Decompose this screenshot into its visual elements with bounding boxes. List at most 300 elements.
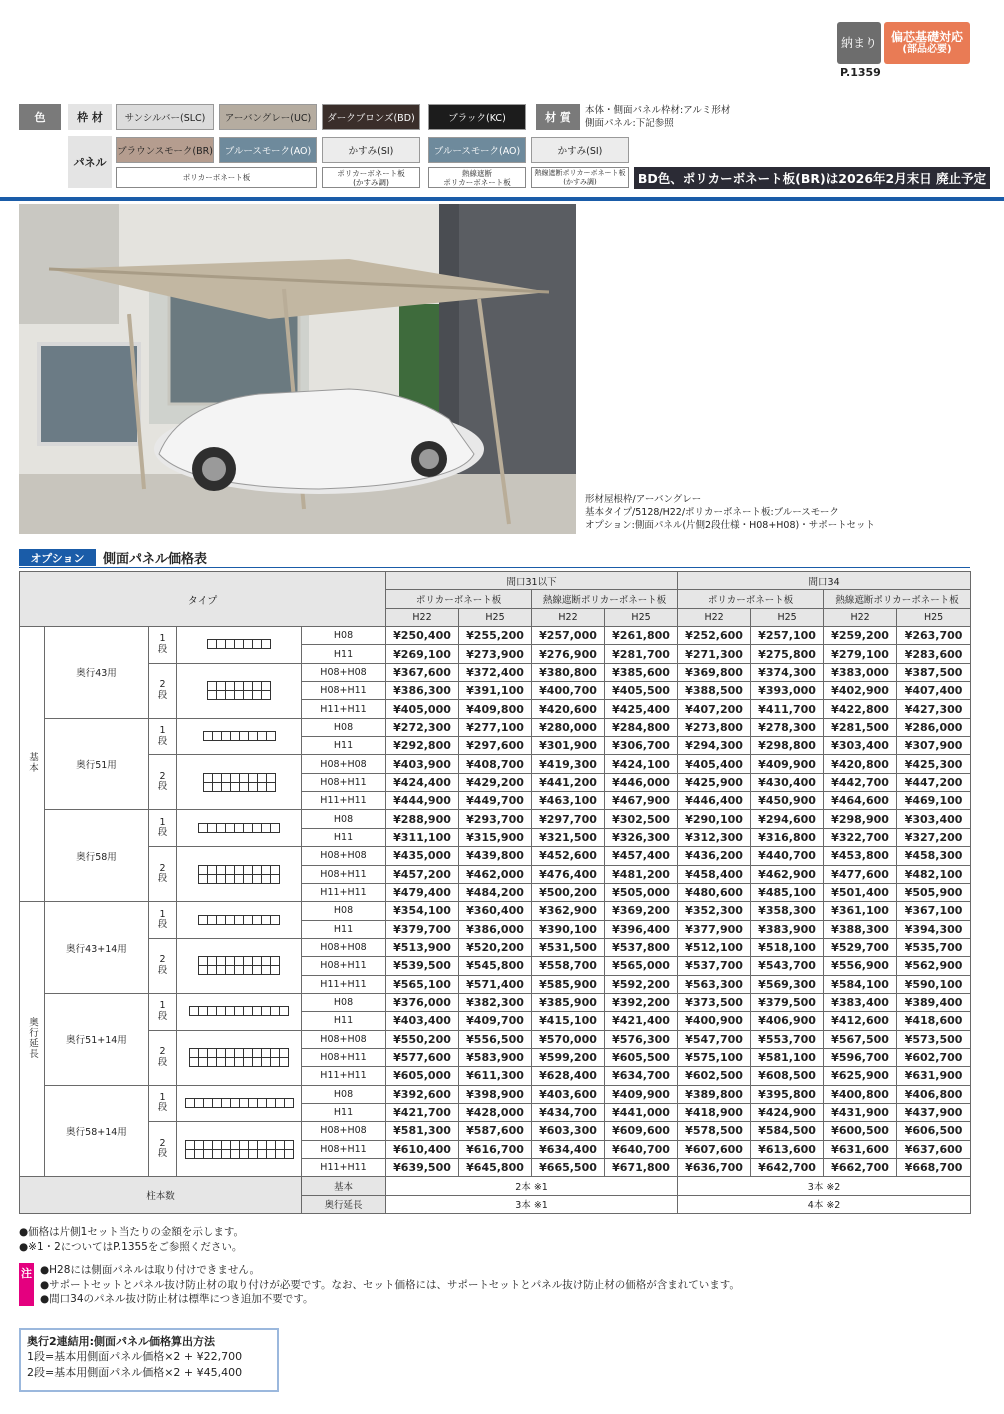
price-cell: ¥569,300 — [751, 975, 824, 993]
panel-note-poly: ポリカーボネート板 — [116, 167, 317, 188]
price-cell: ¥434,700 — [532, 1103, 605, 1121]
price-cell: ¥385,900 — [532, 993, 605, 1011]
panel-grid-icon — [207, 639, 271, 649]
size-label: H11+H11 — [302, 883, 386, 901]
h22-header: H22 — [532, 608, 605, 626]
price-cell: ¥446,000 — [605, 773, 678, 791]
price-cell: ¥562,900 — [897, 957, 971, 975]
price-cell: ¥425,900 — [678, 773, 751, 791]
price-cell: ¥354,100 — [386, 902, 459, 920]
price-cell: ¥480,600 — [678, 883, 751, 901]
price-cell: ¥440,700 — [751, 847, 824, 865]
table-row — [20, 810, 971, 828]
price-cell: ¥520,200 — [459, 938, 532, 956]
price-cell: ¥297,600 — [459, 737, 532, 755]
price-cell: ¥255,200 — [459, 627, 532, 645]
price-cell: ¥403,900 — [386, 755, 459, 773]
price-cell: ¥458,400 — [678, 865, 751, 883]
price-cell: ¥431,900 — [824, 1103, 897, 1121]
price-cell: ¥392,200 — [605, 993, 678, 1011]
price-cell: ¥302,500 — [605, 810, 678, 828]
panel-chip-si: かすみ(SI) — [322, 137, 420, 163]
price-cell: ¥671,800 — [605, 1159, 678, 1177]
price-cell: ¥406,900 — [751, 1012, 824, 1030]
price-cell: ¥284,800 — [605, 718, 678, 736]
size-label: H11 — [302, 828, 386, 846]
frame-label: 枠 材 — [68, 104, 112, 130]
size-label: H08 — [302, 1085, 386, 1103]
price-cell: ¥581,100 — [751, 1048, 824, 1066]
posts-basic-31: 2本 ※1 — [386, 1177, 678, 1195]
dan-label: 1 段 — [149, 810, 177, 847]
price-cell: ¥463,100 — [532, 792, 605, 810]
price-cell: ¥556,900 — [824, 957, 897, 975]
size-label: H08+H08 — [302, 1030, 386, 1048]
price-cell: ¥286,000 — [897, 718, 971, 736]
price-cell: ¥327,200 — [897, 828, 971, 846]
panel-grid-icon — [203, 773, 276, 792]
price-cell: ¥294,600 — [751, 810, 824, 828]
panel-grid-icon — [189, 1048, 289, 1067]
size-label: H08 — [302, 627, 386, 645]
footnote-2: ●※1・2についてはP.1355をご参照ください。 — [19, 1241, 243, 1253]
price-cell: ¥403,400 — [386, 1012, 459, 1030]
price-cell: ¥609,600 — [605, 1122, 678, 1140]
price-cell: ¥301,900 — [532, 737, 605, 755]
price-cell: ¥389,800 — [678, 1085, 751, 1103]
price-cell: ¥464,600 — [824, 792, 897, 810]
panel-grid-icon — [198, 823, 280, 833]
size-label: H08+H11 — [302, 773, 386, 791]
price-cell: ¥408,700 — [459, 755, 532, 773]
price-cell: ¥412,600 — [824, 1012, 897, 1030]
price-cell: ¥537,700 — [678, 957, 751, 975]
panel-grid-icon — [203, 731, 276, 741]
price-cell: ¥321,500 — [532, 828, 605, 846]
price-cell: ¥581,300 — [386, 1122, 459, 1140]
dan-label: 2 段 — [149, 663, 177, 718]
price-cell: ¥269,100 — [386, 645, 459, 663]
dan-label: 2 段 — [149, 755, 177, 810]
price-cell: ¥625,900 — [824, 1067, 897, 1085]
price-cell: ¥529,700 — [824, 938, 897, 956]
width34-header: 間口34 — [678, 572, 971, 590]
price-cell: ¥477,600 — [824, 865, 897, 883]
table-row — [20, 902, 971, 920]
price-cell: ¥567,500 — [824, 1030, 897, 1048]
size-label: H08+H08 — [302, 663, 386, 681]
size-label: H11+H11 — [302, 792, 386, 810]
page-reference: P.1359 — [840, 66, 881, 79]
price-cell: ¥576,300 — [605, 1030, 678, 1048]
price-cell: ¥396,400 — [605, 920, 678, 938]
panel-diagram — [177, 1122, 302, 1177]
poly-header-34: ポリカーボネート板 — [678, 590, 824, 608]
price-cell: ¥298,900 — [824, 810, 897, 828]
price-cell: ¥550,200 — [386, 1030, 459, 1048]
price-cell: ¥391,100 — [459, 682, 532, 700]
price-cell: ¥605,000 — [386, 1067, 459, 1085]
price-cell: ¥437,900 — [897, 1103, 971, 1121]
price-cell: ¥543,700 — [751, 957, 824, 975]
price-cell: ¥578,500 — [678, 1122, 751, 1140]
price-cell: ¥444,900 — [386, 792, 459, 810]
size-label: H08 — [302, 810, 386, 828]
price-cell: ¥411,700 — [751, 700, 824, 718]
dan-label: 2 段 — [149, 847, 177, 902]
price-cell: ¥592,200 — [605, 975, 678, 993]
dan-label: 2 段 — [149, 1030, 177, 1085]
size-label: H11+H11 — [302, 975, 386, 993]
price-cell: ¥458,300 — [897, 847, 971, 865]
price-cell: ¥421,700 — [386, 1103, 459, 1121]
price-cell: ¥427,300 — [897, 700, 971, 718]
price-cell: ¥367,600 — [386, 663, 459, 681]
posts-ext-31: 3本 ※1 — [386, 1195, 678, 1213]
dan-label: 1 段 — [149, 627, 177, 664]
price-cell: ¥457,200 — [386, 865, 459, 883]
price-cell: ¥298,800 — [751, 737, 824, 755]
price-cell: ¥400,700 — [532, 682, 605, 700]
price-cell: ¥553,700 — [751, 1030, 824, 1048]
dan-label: 1 段 — [149, 1085, 177, 1122]
price-cell: ¥409,900 — [751, 755, 824, 773]
panel-chip-ao: ブルースモーク(AO) — [219, 137, 317, 163]
price-cell: ¥407,200 — [678, 700, 751, 718]
price-cell: ¥505,900 — [897, 883, 971, 901]
size-label: H11 — [302, 645, 386, 663]
price-cell: ¥424,900 — [751, 1103, 824, 1121]
price-cell: ¥280,000 — [532, 718, 605, 736]
price-cell: ¥283,600 — [897, 645, 971, 663]
panel-diagram — [177, 755, 302, 810]
price-cell: ¥383,900 — [751, 920, 824, 938]
price-cell: ¥315,900 — [459, 828, 532, 846]
price-cell: ¥421,400 — [605, 1012, 678, 1030]
price-cell: ¥424,400 — [386, 773, 459, 791]
price-cell: ¥386,300 — [386, 682, 459, 700]
price-cell: ¥505,000 — [605, 883, 678, 901]
price-cell: ¥439,800 — [459, 847, 532, 865]
price-cell: ¥636,700 — [678, 1159, 751, 1177]
material-text: 本体・側面パネル枠材:アルミ形材 側面パネル:下記参照 — [585, 105, 731, 129]
price-cell: ¥606,500 — [897, 1122, 971, 1140]
price-cell: ¥575,100 — [678, 1048, 751, 1066]
table-row — [20, 847, 971, 865]
price-cell: ¥406,800 — [897, 1085, 971, 1103]
price-cell: ¥361,100 — [824, 902, 897, 920]
price-cell: ¥257,100 — [751, 627, 824, 645]
panel-diagram — [177, 663, 302, 718]
price-cell: ¥518,100 — [751, 938, 824, 956]
price-cell: ¥393,000 — [751, 682, 824, 700]
panel-grid-icon — [198, 915, 280, 925]
table-row — [20, 663, 971, 681]
price-cell: ¥312,300 — [678, 828, 751, 846]
price-cell: ¥389,400 — [897, 993, 971, 1011]
price-cell: ¥311,100 — [386, 828, 459, 846]
price-cell: ¥387,500 — [897, 663, 971, 681]
product-photo — [19, 204, 576, 534]
price-cell: ¥428,000 — [459, 1103, 532, 1121]
section-divider — [0, 197, 1004, 201]
dan-label: 2 段 — [149, 938, 177, 993]
dan-label: 2 段 — [149, 1122, 177, 1177]
price-cell: ¥409,900 — [605, 1085, 678, 1103]
price-cell: ¥292,800 — [386, 737, 459, 755]
price-cell: ¥616,700 — [459, 1140, 532, 1158]
price-cell: ¥367,100 — [897, 902, 971, 920]
price-cell: ¥640,700 — [605, 1140, 678, 1158]
size-label: H08+H11 — [302, 865, 386, 883]
price-cell: ¥628,400 — [532, 1067, 605, 1085]
frame-chip-slc: サンシルバー(SLC) — [116, 104, 214, 130]
price-cell: ¥369,200 — [605, 902, 678, 920]
price-cell: ¥481,200 — [605, 865, 678, 883]
panel-diagram — [177, 902, 302, 939]
size-label: H08 — [302, 993, 386, 1011]
price-cell: ¥383,000 — [824, 663, 897, 681]
table-row — [20, 1030, 971, 1048]
posts-ext-label: 奥行延長 — [302, 1195, 386, 1213]
price-cell: ¥276,900 — [532, 645, 605, 663]
price-cell: ¥376,000 — [386, 993, 459, 1011]
price-cell: ¥441,200 — [532, 773, 605, 791]
price-cell: ¥402,900 — [824, 682, 897, 700]
panel-diagram — [177, 810, 302, 847]
price-cell: ¥307,900 — [897, 737, 971, 755]
price-cell: ¥450,900 — [751, 792, 824, 810]
price-cell: ¥322,700 — [824, 828, 897, 846]
price-cell: ¥385,600 — [605, 663, 678, 681]
price-cell: ¥379,700 — [386, 920, 459, 938]
size-label: H08+H11 — [302, 1140, 386, 1158]
price-cell: ¥388,500 — [678, 682, 751, 700]
material-label: 材 質 — [536, 104, 580, 130]
price-cell: ¥602,500 — [678, 1067, 751, 1085]
price-cell: ¥293,700 — [459, 810, 532, 828]
depth-label: 奥行43+14用 — [45, 902, 149, 994]
price-cell: ¥252,600 — [678, 627, 751, 645]
price-cell: ¥430,400 — [751, 773, 824, 791]
posts-basic-34: 3本 ※2 — [678, 1177, 971, 1195]
price-cell: ¥263,700 — [897, 627, 971, 645]
posts-label: 柱本数 — [20, 1177, 302, 1214]
badge-offset-foundation: 偏芯基礎対応 (部品必要) — [884, 22, 970, 64]
price-cell: ¥297,700 — [532, 810, 605, 828]
panel-chip-si-heat: かすみ(SI) — [531, 137, 629, 163]
type-header: タイプ — [20, 572, 386, 627]
table-row — [20, 1122, 971, 1140]
price-cell: ¥420,800 — [824, 755, 897, 773]
price-cell: ¥668,700 — [897, 1159, 971, 1177]
depth-label: 奥行58用 — [45, 810, 149, 902]
price-cell: ¥425,400 — [605, 700, 678, 718]
table-row — [20, 938, 971, 956]
price-cell: ¥392,600 — [386, 1085, 459, 1103]
option-tag: オプション — [19, 549, 96, 566]
price-cell: ¥374,300 — [751, 663, 824, 681]
depth-label: 奥行43用 — [45, 627, 149, 719]
price-cell: ¥303,400 — [897, 810, 971, 828]
price-cell: ¥611,300 — [459, 1067, 532, 1085]
price-cell: ¥398,900 — [459, 1085, 532, 1103]
price-cell: ¥303,400 — [824, 737, 897, 755]
price-cell: ¥457,400 — [605, 847, 678, 865]
price-cell: ¥583,900 — [459, 1048, 532, 1066]
price-cell: ¥596,700 — [824, 1048, 897, 1066]
price-cell: ¥545,800 — [459, 957, 532, 975]
price-cell: ¥535,700 — [897, 938, 971, 956]
posts-ext-34: 4本 ※2 — [678, 1195, 971, 1213]
h25-header: H25 — [897, 608, 971, 626]
price-cell: ¥403,600 — [532, 1085, 605, 1103]
price-cell: ¥608,500 — [751, 1067, 824, 1085]
size-label: H11 — [302, 920, 386, 938]
price-cell: ¥585,900 — [532, 975, 605, 993]
group-label: 基本 — [20, 627, 45, 902]
table-row — [20, 993, 971, 1011]
price-cell: ¥435,000 — [386, 847, 459, 865]
price-cell: ¥634,700 — [605, 1067, 678, 1085]
color-label: 色 — [19, 104, 61, 130]
price-cell: ¥547,700 — [678, 1030, 751, 1048]
price-cell: ¥537,800 — [605, 938, 678, 956]
price-cell: ¥281,700 — [605, 645, 678, 663]
price-cell: ¥418,600 — [897, 1012, 971, 1030]
price-cell: ¥409,800 — [459, 700, 532, 718]
price-cell: ¥476,400 — [532, 865, 605, 883]
price-cell: ¥395,800 — [751, 1085, 824, 1103]
price-cell: ¥259,200 — [824, 627, 897, 645]
h25-header: H25 — [751, 608, 824, 626]
price-cell: ¥358,300 — [751, 902, 824, 920]
price-cell: ¥512,100 — [678, 938, 751, 956]
price-cell: ¥570,000 — [532, 1030, 605, 1048]
price-cell: ¥447,200 — [897, 773, 971, 791]
price-cell: ¥603,300 — [532, 1122, 605, 1140]
frame-chip-bd: ダークブロンズ(BD) — [322, 104, 420, 130]
price-cell: ¥407,400 — [897, 682, 971, 700]
badge-install: 納まり — [837, 22, 881, 64]
posts-row-basic — [20, 1177, 971, 1195]
price-cell: ¥369,800 — [678, 663, 751, 681]
footnote-1: ●価格は片側1セット当たりの金額を示します。 — [19, 1226, 245, 1238]
price-cell: ¥294,300 — [678, 737, 751, 755]
panel-grid-icon — [198, 865, 280, 884]
price-cell: ¥449,700 — [459, 792, 532, 810]
price-cell: ¥388,300 — [824, 920, 897, 938]
price-cell: ¥584,100 — [824, 975, 897, 993]
price-cell: ¥362,900 — [532, 902, 605, 920]
price-cell: ¥573,500 — [897, 1030, 971, 1048]
price-cell: ¥631,600 — [824, 1140, 897, 1158]
price-cell: ¥577,600 — [386, 1048, 459, 1066]
price-cell: ¥441,000 — [605, 1103, 678, 1121]
option-underline — [19, 567, 970, 568]
price-cell: ¥257,000 — [532, 627, 605, 645]
price-cell: ¥271,300 — [678, 645, 751, 663]
price-cell: ¥500,200 — [532, 883, 605, 901]
poly-header-31: ポリカーボネート板 — [386, 590, 532, 608]
price-cell: ¥425,300 — [897, 755, 971, 773]
price-cell: ¥281,500 — [824, 718, 897, 736]
size-label: H08 — [302, 718, 386, 736]
price-cell: ¥273,900 — [459, 645, 532, 663]
price-cell: ¥565,100 — [386, 975, 459, 993]
dan-label: 1 段 — [149, 902, 177, 939]
calc-method-box: 奥行2連結用:側面パネル価格算出方法 1段=基本用側面パネル価格×2 + ¥22,700 2段=基本用側面パネル価格×2 + ¥45,400 — [19, 1328, 279, 1392]
price-cell: ¥261,800 — [605, 627, 678, 645]
depth-label: 奥行51用 — [45, 718, 149, 810]
price-cell: ¥405,000 — [386, 700, 459, 718]
price-cell: ¥605,500 — [605, 1048, 678, 1066]
price-cell: ¥415,100 — [532, 1012, 605, 1030]
price-cell: ¥563,300 — [678, 975, 751, 993]
price-cell: ¥558,700 — [532, 957, 605, 975]
side-panel-price-table — [19, 571, 971, 1214]
size-label: H11 — [302, 1103, 386, 1121]
price-cell: ¥599,200 — [532, 1048, 605, 1066]
table-row — [20, 755, 971, 773]
price-cell: ¥539,500 — [386, 957, 459, 975]
price-cell: ¥352,300 — [678, 902, 751, 920]
price-cell: ¥662,700 — [824, 1159, 897, 1177]
caution-tag: 注 — [19, 1263, 34, 1306]
h22-header: H22 — [678, 608, 751, 626]
price-cell: ¥277,100 — [459, 718, 532, 736]
price-cell: ¥429,200 — [459, 773, 532, 791]
size-label: H08+H11 — [302, 957, 386, 975]
price-cell: ¥639,500 — [386, 1159, 459, 1177]
price-cell: ¥418,900 — [678, 1103, 751, 1121]
price-cell: ¥372,400 — [459, 663, 532, 681]
frame-chip-kc: ブラック(KC) — [428, 104, 526, 130]
price-cell: ¥479,400 — [386, 883, 459, 901]
h25-header: H25 — [459, 608, 532, 626]
option-title: 側面パネル価格表 — [103, 552, 208, 567]
size-label: H08+H08 — [302, 1122, 386, 1140]
price-cell: ¥373,500 — [678, 993, 751, 1011]
price-cell: ¥482,100 — [897, 865, 971, 883]
depth-label: 奥行58+14用 — [45, 1085, 149, 1177]
panel-chip-br: ブラウンスモーク(BR) — [116, 137, 214, 163]
price-cell: ¥400,900 — [678, 1012, 751, 1030]
price-cell: ¥306,700 — [605, 737, 678, 755]
price-cell: ¥453,800 — [824, 847, 897, 865]
price-cell: ¥419,300 — [532, 755, 605, 773]
price-cell: ¥436,200 — [678, 847, 751, 865]
price-cell: ¥634,400 — [532, 1140, 605, 1158]
size-label: H08+H11 — [302, 682, 386, 700]
price-cell: ¥571,400 — [459, 975, 532, 993]
table-row — [20, 1085, 971, 1103]
size-label: H11+H11 — [302, 1159, 386, 1177]
price-cell: ¥379,500 — [751, 993, 824, 1011]
discontinue-notice: BD色、ポリカーボネート板(BR)は2026年2月末日 廃止予定 — [634, 167, 990, 189]
size-label: H08 — [302, 902, 386, 920]
price-cell: ¥394,300 — [897, 920, 971, 938]
price-cell: ¥607,600 — [678, 1140, 751, 1158]
price-cell: ¥288,900 — [386, 810, 459, 828]
price-cell: ¥405,500 — [605, 682, 678, 700]
panel-diagram — [177, 938, 302, 993]
panel-diagram — [177, 993, 302, 1030]
size-label: H11 — [302, 1012, 386, 1030]
size-label: H08+H08 — [302, 847, 386, 865]
price-cell: ¥462,900 — [751, 865, 824, 883]
price-cell: ¥631,900 — [897, 1067, 971, 1085]
